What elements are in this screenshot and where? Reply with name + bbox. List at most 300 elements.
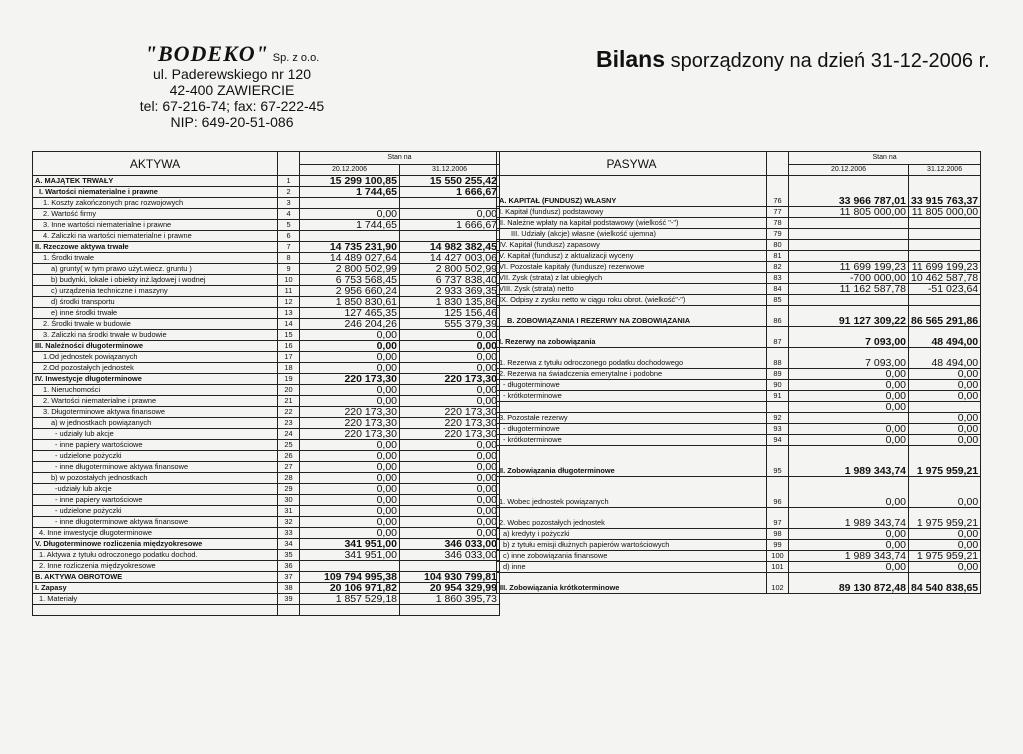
asset-row-number: 35 — [278, 550, 300, 561]
asset-value-20-12-2006: 6 753 568,45 — [300, 275, 400, 286]
asset-value-20-12-2006: 0,00 — [300, 528, 400, 539]
asset-row-number: 6 — [278, 231, 300, 242]
asset-row-number: 31 — [278, 506, 300, 517]
liability-value-20-12-2006 — [789, 413, 909, 424]
asset-value-20-12-2006: 0,00 — [300, 330, 400, 341]
asset-row-number: 5 — [278, 220, 300, 231]
asset-value-31-12-2006: 0,00 — [400, 484, 500, 495]
asset-row-number: 9 — [278, 264, 300, 275]
asset-value-20-12-2006: 0,00 — [300, 462, 400, 473]
liability-row — [497, 551, 981, 562]
asset-label: - udzielone pożyczki — [33, 506, 278, 517]
asset-row-number: 2 — [278, 187, 300, 198]
document-title — [596, 46, 990, 73]
liability-row — [497, 262, 981, 273]
asset-row — [33, 517, 500, 528]
liabilities-col-date-1: 20.12.2006 — [789, 165, 909, 176]
liability-label: I. Kapitał (fundusz) podstawowy — [497, 207, 767, 218]
asset-row — [33, 550, 500, 561]
liability-value-20-12-2006: 0,00 — [789, 562, 909, 573]
asset-row — [33, 253, 500, 264]
liability-value-20-12-2006: 0,00 — [789, 380, 909, 391]
asset-label: 2. Inne rozliczenia międzyokresowe — [33, 561, 278, 572]
asset-value-20-12-2006: 0,00 — [300, 385, 400, 396]
asset-value-31-12-2006: 220 173,30 — [400, 374, 500, 385]
asset-value-20-12-2006: 220 173,30 — [300, 418, 400, 429]
asset-row — [33, 605, 500, 616]
asset-row-number: 3 — [278, 198, 300, 209]
asset-value-20-12-2006: 220 173,30 — [300, 429, 400, 440]
liability-value-31-12-2006: 84 540 838,65 — [909, 573, 981, 594]
liability-row-number: 79 — [767, 229, 789, 240]
liability-row-number: 94 — [767, 435, 789, 446]
asset-value-31-12-2006: 20 954 329,99 — [400, 583, 500, 594]
asset-value-31-12-2006: 2 800 502,99 — [400, 264, 500, 275]
asset-value-31-12-2006: 0,00 — [400, 330, 500, 341]
liability-label: II. Zobowiązania długoterminowe — [497, 446, 767, 477]
liability-value-20-12-2006: 0,00 — [789, 435, 909, 446]
liability-label: VII. Zysk (strata) z lat ubiegłych — [497, 273, 767, 284]
asset-label: 1. Materiały — [33, 594, 278, 605]
asset-label: - inne długoterminowe aktywa finansowe — [33, 462, 278, 473]
asset-label: III. Należności długoterminowe — [33, 341, 278, 352]
asset-value-20-12-2006: 0,00 — [300, 484, 400, 495]
asset-row — [33, 396, 500, 407]
company-header — [112, 41, 352, 130]
liability-row — [497, 573, 981, 594]
liability-label: 1. Rezerwa z tytułu odroczonego podatku dochodowego — [497, 348, 767, 369]
asset-label: 1.Od jednostek powiązanych — [33, 352, 278, 363]
liability-value-20-12-2006 — [789, 251, 909, 262]
liability-row — [497, 380, 981, 391]
asset-row — [33, 462, 500, 473]
asset-row-number: 24 — [278, 429, 300, 440]
liability-row-number: 98 — [767, 529, 789, 540]
liability-label: B. ZOBOWIĄZANIA I REZERWY NA ZOBOWIĄZANIA — [497, 306, 767, 327]
asset-label: a) w jednostkach powiązanych — [33, 418, 278, 429]
liability-row — [497, 435, 981, 446]
asset-value-31-12-2006: 0,00 — [400, 396, 500, 407]
liability-row-number: 87 — [767, 327, 789, 348]
liability-row — [497, 273, 981, 284]
asset-row-number: 4 — [278, 209, 300, 220]
liability-value-31-12-2006: 11 805 000,00 — [909, 207, 981, 218]
asset-row-number: 20 — [278, 385, 300, 396]
asset-value-20-12-2006 — [300, 231, 400, 242]
asset-row-number: 18 — [278, 363, 300, 374]
liability-value-31-12-2006: 86 565 291,86 — [909, 306, 981, 327]
asset-row-number: 27 — [278, 462, 300, 473]
asset-label: A. MAJĄTEK TRWAŁY — [33, 176, 278, 187]
asset-label: I. Zapasy — [33, 583, 278, 594]
liability-value-20-12-2006 — [789, 295, 909, 306]
asset-row-number: 32 — [278, 517, 300, 528]
liability-row-number: 78 — [767, 218, 789, 229]
liability-value-31-12-2006: 0,00 — [909, 391, 981, 402]
assets-table — [32, 151, 500, 616]
asset-row — [33, 297, 500, 308]
asset-label: b) budynki, lokale i obiekty inż.lądowej i wodnej — [33, 275, 278, 286]
liability-value-31-12-2006 — [909, 251, 981, 262]
asset-value-20-12-2006: 0,00 — [300, 473, 400, 484]
asset-row — [33, 528, 500, 539]
liability-value-31-12-2006: 0,00 — [909, 369, 981, 380]
asset-value-31-12-2006: 14 427 003,06 — [400, 253, 500, 264]
asset-value-20-12-2006: 0,00 — [300, 341, 400, 352]
asset-row-number: 23 — [278, 418, 300, 429]
liability-row-number: 100 — [767, 551, 789, 562]
liability-row-number: 96 — [767, 477, 789, 508]
asset-value-20-12-2006: 220 173,30 — [300, 374, 400, 385]
liability-label: VIII. Zysk (strata) netto — [497, 284, 767, 295]
liability-row — [497, 229, 981, 240]
asset-value-20-12-2006 — [300, 198, 400, 209]
asset-value-20-12-2006: 0,00 — [300, 363, 400, 374]
asset-row — [33, 330, 500, 341]
liability-value-20-12-2006: 0,00 — [789, 477, 909, 508]
asset-row-number: 38 — [278, 583, 300, 594]
asset-value-31-12-2006: 0,00 — [400, 352, 500, 363]
liability-label: IV. Kapitał (fundusz) zapasowy — [497, 240, 767, 251]
assets-header-row — [33, 152, 500, 165]
asset-label: 3. Długoterminowe aktywa finansowe — [33, 407, 278, 418]
asset-row-number: 16 — [278, 341, 300, 352]
liability-row — [497, 540, 981, 551]
asset-label: 3. Inne wartości niematerialne i prawne — [33, 220, 278, 231]
liability-value-20-12-2006: 89 130 872,48 — [789, 573, 909, 594]
liability-row — [497, 240, 981, 251]
liability-value-20-12-2006: 0,00 — [789, 402, 909, 413]
asset-row — [33, 363, 500, 374]
asset-value-31-12-2006: 0,00 — [400, 473, 500, 484]
liability-label: III. Zobowiązania krótkoterminowe — [497, 573, 767, 594]
asset-label: 1. Koszty zakończonych prac rozwojowych — [33, 198, 278, 209]
asset-value-31-12-2006: 0,00 — [400, 440, 500, 451]
asset-row — [33, 209, 500, 220]
asset-value-20-12-2006: 0,00 — [300, 352, 400, 363]
asset-value-20-12-2006: 0,00 — [300, 396, 400, 407]
asset-row — [33, 539, 500, 550]
liability-value-31-12-2006: 11 699 199,23 — [909, 262, 981, 273]
asset-value-31-12-2006: 15 550 255,42 — [400, 176, 500, 187]
asset-label: B. AKTYWA OBROTOWE — [33, 572, 278, 583]
asset-label: d) środki transportu — [33, 297, 278, 308]
company-street: ul. Paderewskiego nr 120 — [153, 66, 311, 82]
liability-row — [497, 413, 981, 424]
asset-value-20-12-2006: 0,00 — [300, 517, 400, 528]
asset-value-31-12-2006: 0,00 — [400, 363, 500, 374]
asset-row — [33, 231, 500, 242]
liability-row — [497, 529, 981, 540]
asset-label: 2.Od pozostałych jednostek — [33, 363, 278, 374]
liability-value-31-12-2006: 1 975 959,21 — [909, 508, 981, 529]
liabilities-table — [496, 151, 981, 594]
asset-row-number: 15 — [278, 330, 300, 341]
liability-label: b) z tytułu emisji dłużnych papierów wartościowych — [497, 540, 767, 551]
asset-value-31-12-2006: 6 737 838,40 — [400, 275, 500, 286]
liability-label: 2. Rezerwa na świadczenia emerytalne i podobne — [497, 369, 767, 380]
asset-row-number: 39 — [278, 594, 300, 605]
asset-value-20-12-2006: 1 744,65 — [300, 220, 400, 231]
asset-label: 1. Środki trwałe — [33, 253, 278, 264]
asset-value-20-12-2006: 0,00 — [300, 506, 400, 517]
liability-row — [497, 391, 981, 402]
liability-row-number — [767, 402, 789, 413]
liability-row-number: 86 — [767, 306, 789, 327]
asset-row-number: 11 — [278, 286, 300, 297]
liability-row — [497, 218, 981, 229]
asset-value-31-12-2006: 346 033,00 — [400, 539, 500, 550]
asset-value-20-12-2006: 109 794 995,38 — [300, 572, 400, 583]
asset-row — [33, 440, 500, 451]
liability-row-number: 85 — [767, 295, 789, 306]
liability-value-31-12-2006 — [909, 295, 981, 306]
liability-value-20-12-2006: 0,00 — [789, 540, 909, 551]
assets-heading: AKTYWA — [33, 152, 278, 176]
asset-row-number: 14 — [278, 319, 300, 330]
asset-row-number: 7 — [278, 242, 300, 253]
asset-value-20-12-2006: 14 489 027,64 — [300, 253, 400, 264]
liability-row — [497, 327, 981, 348]
liability-label: - długoterminowe — [497, 424, 767, 435]
company-name: "BODEKO" — [144, 41, 269, 66]
liability-label: 3. Pozostałe rezerwy — [497, 413, 767, 424]
asset-label: - inne papiery wartościowe — [33, 440, 278, 451]
asset-row-number: 29 — [278, 484, 300, 495]
asset-value-31-12-2006: 0,00 — [400, 495, 500, 506]
asset-value-20-12-2006: 14 735 231,90 — [300, 242, 400, 253]
asset-value-20-12-2006: 20 106 971,82 — [300, 583, 400, 594]
asset-row — [33, 308, 500, 319]
liability-value-31-12-2006 — [909, 240, 981, 251]
asset-row — [33, 242, 500, 253]
asset-label: IV. Inwestycje długoterminowe — [33, 374, 278, 385]
asset-value-20-12-2006: 246 204,26 — [300, 319, 400, 330]
asset-value-31-12-2006: 125 156,46 — [400, 308, 500, 319]
asset-value-31-12-2006: 2 933 369,35 — [400, 286, 500, 297]
asset-label: 3. Zaliczki na środki trwałe w budowie — [33, 330, 278, 341]
asset-row — [33, 374, 500, 385]
liability-row-number: 88 — [767, 348, 789, 369]
asset-row — [33, 583, 500, 594]
liability-row-number: 101 — [767, 562, 789, 573]
asset-value-31-12-2006 — [400, 198, 500, 209]
liability-value-31-12-2006: 0,00 — [909, 435, 981, 446]
asset-value-31-12-2006: 220 173,30 — [400, 418, 500, 429]
liabilities-col-date-2: 31.12.2006 — [909, 165, 981, 176]
assets-col-date-1: 20.12.2006 — [300, 165, 400, 176]
liability-row — [497, 251, 981, 262]
liability-value-31-12-2006: 1 975 959,21 — [909, 551, 981, 562]
asset-label: 2. Środki trwałe w budowie — [33, 319, 278, 330]
asset-value-31-12-2006: 1 666,67 — [400, 187, 500, 198]
liability-row-number: 76 — [767, 176, 789, 207]
assets-stan-na: Stan na — [300, 152, 500, 165]
liability-label: c) inne zobowiązania finansowe — [497, 551, 767, 562]
asset-value-31-12-2006: 220 173,30 — [400, 407, 500, 418]
asset-row-number: 10 — [278, 275, 300, 286]
liability-row — [497, 402, 981, 413]
asset-value-20-12-2006: 341 951,00 — [300, 539, 400, 550]
asset-value-31-12-2006: 346 033,00 — [400, 550, 500, 561]
asset-label: - udziały lub akcje — [33, 429, 278, 440]
liability-label: III. Udziały (akcje) własne (wielkość ujemna) — [497, 229, 767, 240]
liability-value-20-12-2006: 1 989 343,74 — [789, 551, 909, 562]
asset-value-20-12-2006: 341 951,00 — [300, 550, 400, 561]
asset-label: I. Wartości niematerialne i prawne — [33, 187, 278, 198]
asset-row-number: 25 — [278, 440, 300, 451]
liability-value-31-12-2006: 0,00 — [909, 477, 981, 508]
liability-row — [497, 424, 981, 435]
liabilities-heading: PASYWA — [497, 152, 767, 176]
asset-row — [33, 275, 500, 286]
asset-value-31-12-2006: 0,00 — [400, 506, 500, 517]
liability-row-number: 84 — [767, 284, 789, 295]
liability-row-number: 102 — [767, 573, 789, 594]
asset-row-number: 30 — [278, 495, 300, 506]
liability-value-31-12-2006: 0,00 — [909, 562, 981, 573]
asset-label — [33, 605, 278, 616]
asset-row — [33, 176, 500, 187]
assets-col-date-2: 31.12.2006 — [400, 165, 500, 176]
liability-label: V. Kapitał (fundusz) z aktualizacji wyceny — [497, 251, 767, 262]
liability-row-number: 95 — [767, 446, 789, 477]
liability-value-31-12-2006: 33 915 763,37 — [909, 176, 981, 207]
liability-row-number: 92 — [767, 413, 789, 424]
asset-value-31-12-2006: 555 379,39 — [400, 319, 500, 330]
asset-label: a) grunty( w tym prawo użyt.wiecz. gruntu ) — [33, 264, 278, 275]
liability-value-20-12-2006: 0,00 — [789, 369, 909, 380]
liability-value-20-12-2006: 0,00 — [789, 391, 909, 402]
asset-row-number — [278, 605, 300, 616]
liability-label: IX. Odpisy z zysku netto w ciągu roku obrot. (wielkość"-") — [497, 295, 767, 306]
asset-row-number: 19 — [278, 374, 300, 385]
liability-value-20-12-2006 — [789, 240, 909, 251]
liability-value-31-12-2006: 0,00 — [909, 424, 981, 435]
liability-value-31-12-2006 — [909, 218, 981, 229]
asset-value-20-12-2006: 0,00 — [300, 209, 400, 220]
asset-label: e) inne środki trwałe — [33, 308, 278, 319]
asset-label: - udzielone pożyczki — [33, 451, 278, 462]
liability-value-20-12-2006: 0,00 — [789, 424, 909, 435]
liability-value-20-12-2006: 1 989 343,74 — [789, 446, 909, 477]
liability-row — [497, 306, 981, 327]
liability-label: - długoterminowe — [497, 380, 767, 391]
asset-row — [33, 220, 500, 231]
company-form: Sp. z o.o. — [272, 52, 320, 64]
asset-label: c) urządzenia techniczne i maszyny — [33, 286, 278, 297]
liability-value-20-12-2006: 1 989 343,74 — [789, 508, 909, 529]
asset-label: 2. Wartość firmy — [33, 209, 278, 220]
liability-row — [497, 477, 981, 508]
asset-row-number: 28 — [278, 473, 300, 484]
liability-label: 2. Wobec pozostałych jednostek — [497, 508, 767, 529]
asset-value-20-12-2006: 0,00 — [300, 440, 400, 451]
asset-value-20-12-2006: 15 299 100,85 — [300, 176, 400, 187]
liability-value-20-12-2006: 0,00 — [789, 529, 909, 540]
liability-label: a) kredyty i pożyczki — [497, 529, 767, 540]
asset-label: 4. Zaliczki na wartości niematerialne i prawne — [33, 231, 278, 242]
liability-value-31-12-2006: -51 023,64 — [909, 284, 981, 295]
liability-row-number: 91 — [767, 391, 789, 402]
asset-row-number: 1 — [278, 176, 300, 187]
liability-value-31-12-2006: 1 975 959,21 — [909, 446, 981, 477]
asset-row — [33, 385, 500, 396]
liability-label: - krótkoterminowe — [497, 391, 767, 402]
asset-row — [33, 418, 500, 429]
liabilities-header-row — [497, 152, 981, 165]
asset-value-31-12-2006: 0,00 — [400, 209, 500, 220]
liability-value-20-12-2006: 11 162 587,78 — [789, 284, 909, 295]
asset-row-number: 37 — [278, 572, 300, 583]
liability-value-31-12-2006 — [909, 402, 981, 413]
asset-row — [33, 484, 500, 495]
liability-row-number: 80 — [767, 240, 789, 251]
liability-label — [497, 402, 767, 413]
asset-value-31-12-2006 — [400, 605, 500, 616]
asset-value-20-12-2006: 1 744,65 — [300, 187, 400, 198]
asset-value-31-12-2006 — [400, 561, 500, 572]
liability-value-20-12-2006 — [789, 229, 909, 240]
asset-value-20-12-2006: 2 956 660,24 — [300, 286, 400, 297]
asset-value-31-12-2006: 1 666,67 — [400, 220, 500, 231]
asset-value-31-12-2006: 0,00 — [400, 385, 500, 396]
liability-label: d) inne — [497, 562, 767, 573]
asset-row-number: 8 — [278, 253, 300, 264]
asset-row — [33, 506, 500, 517]
liability-row — [497, 508, 981, 529]
liability-label: 1. Wobec jednostek powiązanych — [497, 477, 767, 508]
liability-value-31-12-2006: 48 494,00 — [909, 348, 981, 369]
liability-row-number: 90 — [767, 380, 789, 391]
asset-value-31-12-2006: 1 860 395,73 — [400, 594, 500, 605]
asset-row — [33, 594, 500, 605]
asset-row — [33, 572, 500, 583]
liability-value-31-12-2006: 0,00 — [909, 529, 981, 540]
asset-row — [33, 286, 500, 297]
asset-value-20-12-2006: 0,00 — [300, 495, 400, 506]
asset-label: II. Rzeczowe aktywa trwałe — [33, 242, 278, 253]
liability-value-20-12-2006: 11 805 000,00 — [789, 207, 909, 218]
asset-label: - inne długoterminowe aktywa finansowe — [33, 517, 278, 528]
asset-row — [33, 473, 500, 484]
asset-row-number: 12 — [278, 297, 300, 308]
liability-row-number: 83 — [767, 273, 789, 284]
liability-label: A. KAPITAŁ (FUNDUSZ) WŁASNY — [497, 176, 767, 207]
liability-row-number: 82 — [767, 262, 789, 273]
title-rest: sporządzony na dzień 31-12-2006 r. — [670, 50, 990, 72]
asset-row — [33, 264, 500, 275]
liability-label: II. Należne wpłaty na kapitał podstawowy (wielkość "-") — [497, 218, 767, 229]
asset-row — [33, 495, 500, 506]
liability-row-number: 97 — [767, 508, 789, 529]
asset-label: - inne papiery wartościowe — [33, 495, 278, 506]
liability-row — [497, 207, 981, 218]
asset-value-20-12-2006 — [300, 605, 400, 616]
company-nip: NIP: 649-20-51-086 — [170, 114, 294, 130]
asset-row-number: 36 — [278, 561, 300, 572]
liability-row-number: 89 — [767, 369, 789, 380]
asset-value-31-12-2006: 0,00 — [400, 462, 500, 473]
asset-row — [33, 451, 500, 462]
asset-row-number: 13 — [278, 308, 300, 319]
asset-row — [33, 352, 500, 363]
liability-row-number: 81 — [767, 251, 789, 262]
asset-row-number: 33 — [278, 528, 300, 539]
liability-row — [497, 446, 981, 477]
asset-row-number: 26 — [278, 451, 300, 462]
asset-value-31-12-2006: 0,00 — [400, 528, 500, 539]
